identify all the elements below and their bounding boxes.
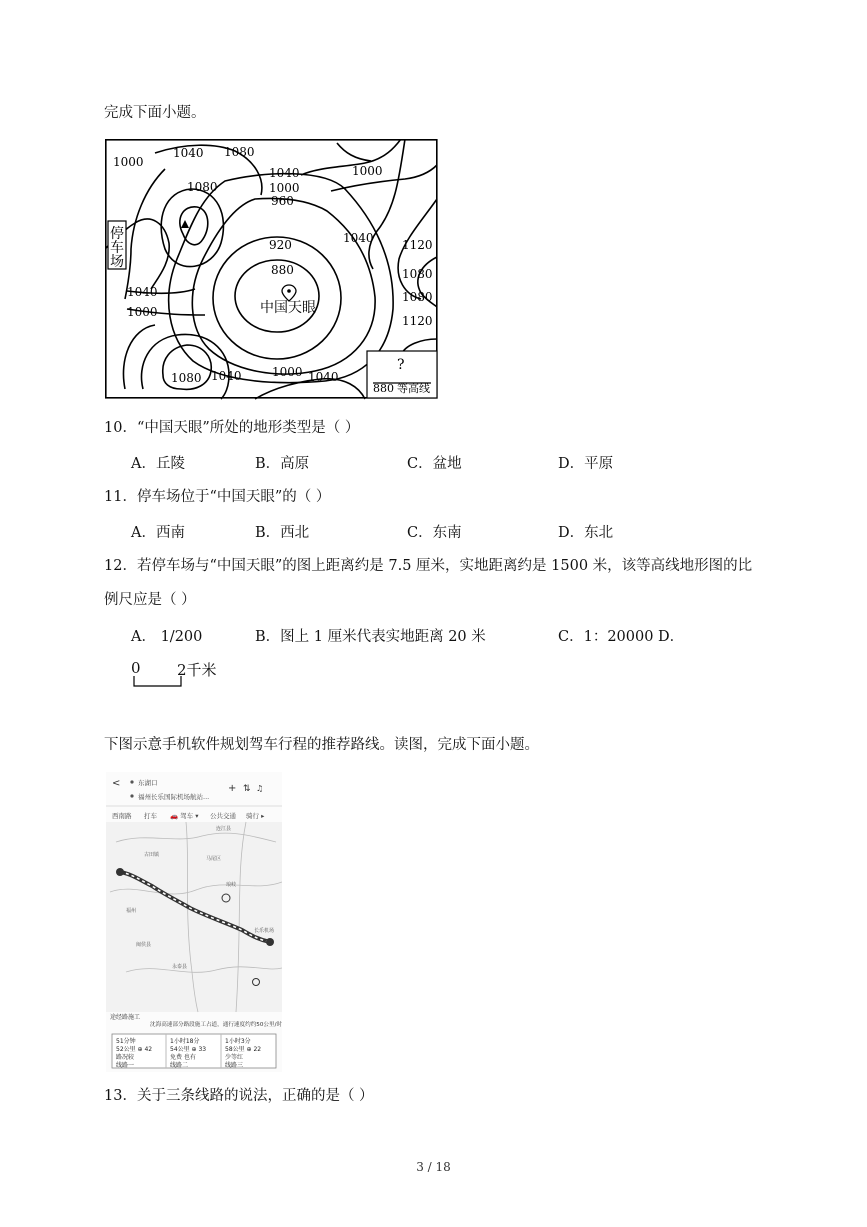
question-13-stem: 13．关于三条线路的说法，正确的是（ ） xyxy=(104,1088,374,1104)
route-time: 1小时3分 xyxy=(225,1038,251,1045)
contour-label: 1080 xyxy=(187,180,218,194)
contour-label: 1040 xyxy=(269,166,300,180)
route-note: 路况较 xyxy=(116,1054,135,1061)
end-marker-icon xyxy=(266,938,274,946)
route-time: 51分钟 xyxy=(116,1038,136,1045)
route-note: 少等红 xyxy=(225,1054,244,1061)
contour-label: 1120 xyxy=(402,238,433,252)
swap-icon: ⇅ xyxy=(243,784,251,794)
origin-field: 东湖口 xyxy=(138,779,158,787)
contour-label: 1000 xyxy=(352,164,383,178)
tab-item: 骑行 ▸ xyxy=(246,812,265,820)
parking-label: 车 xyxy=(110,240,124,256)
tab-item: 西南路 xyxy=(112,812,132,820)
contour-label: 1000 xyxy=(113,155,144,169)
contour-label: 1120 xyxy=(402,314,433,328)
contour-label: 1080 xyxy=(224,145,255,159)
contour-map xyxy=(105,139,439,400)
contour-label: 1040 xyxy=(211,369,242,383)
contour-label: 960 xyxy=(271,194,294,208)
section-intro-2: 下图示意手机软件规划驾车行程的推荐路线。读图，完成下面小题。 xyxy=(104,737,539,753)
navigation-app-screenshot xyxy=(106,772,282,1072)
route-name: 线路一 xyxy=(116,1062,135,1069)
add-stop-icon: + xyxy=(228,783,237,794)
map-place: 福州 xyxy=(126,908,137,914)
question-11-stem: 11．停车场位于“中国天眼”的（ ） xyxy=(104,489,331,505)
contour-label: 1080 xyxy=(402,290,433,304)
scale-bar xyxy=(133,676,183,688)
scale-label: 2千米 xyxy=(177,661,217,679)
section-intro: 完成下面小题。 xyxy=(104,105,206,121)
contour-label: 1000 xyxy=(272,365,303,379)
route-distance: 58公里 ⊕ 22 xyxy=(225,1046,262,1053)
q10-option-a[interactable]: A．丘陵 xyxy=(131,456,185,472)
legend-value: 880 xyxy=(373,382,394,395)
question-12-stem-line1: 12．若停车场与“中国天眼”的图上距离约是 7.5 厘米，实地距离约是 1500 米，该等高线地形图的比 xyxy=(104,558,753,574)
question-10-stem: 10．“中国天眼”所处的地形类型是（ ） xyxy=(104,420,360,436)
q10-option-c[interactable]: C．盆地 xyxy=(407,456,462,472)
scale-zero: 0 xyxy=(131,659,141,677)
map-place: 长乐机场 xyxy=(254,928,275,934)
traffic-notice: 沈海高速部分路段施工占道，通行速度约约50公里/时 xyxy=(150,1022,282,1028)
route-distance: 54公里 ⊕ 33 xyxy=(170,1046,207,1053)
map-place: 连江县 xyxy=(216,826,232,832)
route-time: 1小时18分 xyxy=(170,1038,200,1045)
map-place: 永泰县 xyxy=(172,964,188,970)
mic-icon: ♫ xyxy=(256,784,264,793)
contour-label: 1000 xyxy=(269,181,300,195)
contour-label: 1080 xyxy=(402,267,433,281)
q12-option-c-d[interactable]: C．1：20000 D． xyxy=(558,629,685,645)
q10-option-b[interactable]: B．高原 xyxy=(255,456,310,472)
q11-option-c[interactable]: C．东南 xyxy=(407,525,462,541)
tab-item: 公共交通 xyxy=(210,812,236,820)
center-label: 中国天眼 xyxy=(260,300,316,316)
contour-label: 1000 xyxy=(127,305,158,319)
contour-label: 920 xyxy=(269,238,292,252)
parking-label: 场 xyxy=(110,254,124,270)
contour-label: 1080 xyxy=(171,371,202,385)
route-name: 线路三 xyxy=(225,1062,244,1069)
notice-tag: 途经路施工 xyxy=(110,1014,141,1021)
page-number: 3 / 18 xyxy=(416,1160,451,1174)
map-place: 闽侯县 xyxy=(136,942,152,948)
contour-label: 1040 xyxy=(343,231,374,245)
q12-option-a[interactable]: A． 1/200 xyxy=(131,629,203,645)
contour-label: 880 xyxy=(271,263,294,277)
tab-item: 🚗 驾车 ▾ xyxy=(170,812,199,820)
q10-option-d[interactable]: D．平原 xyxy=(558,456,614,472)
contour-label: 1040 xyxy=(127,285,158,299)
q12-option-b[interactable]: B．图上 1 厘米代表实地距离 20 米 xyxy=(255,629,486,645)
contour-label: 1040 xyxy=(308,370,339,384)
q11-option-b[interactable]: B．西北 xyxy=(255,525,310,541)
q11-option-d[interactable]: D．东北 xyxy=(558,525,614,541)
question-12-stem-line2: 例尺应是（ ） xyxy=(104,592,196,608)
contour-label: 1040 xyxy=(173,146,204,160)
back-icon: < xyxy=(112,778,121,789)
legend-symbol: ? xyxy=(397,357,405,373)
map-place: 马尾区 xyxy=(206,856,222,862)
route-note: 免费 也有 xyxy=(170,1054,196,1061)
route-name: 线路二 xyxy=(170,1062,189,1069)
legend-text: 等高线 xyxy=(397,382,430,395)
destination-field: 福州长乐国际机场航站... xyxy=(138,793,210,801)
route-distance: 52公里 ⊕ 42 xyxy=(116,1046,153,1053)
start-marker-icon xyxy=(116,868,124,876)
map-place: 琅岐 xyxy=(226,882,237,888)
q11-option-a[interactable]: A．西南 xyxy=(131,525,185,541)
map-place: 古田镇 xyxy=(144,852,160,858)
tab-item: 打车 xyxy=(144,812,157,820)
parking-label: 停 xyxy=(110,226,124,242)
